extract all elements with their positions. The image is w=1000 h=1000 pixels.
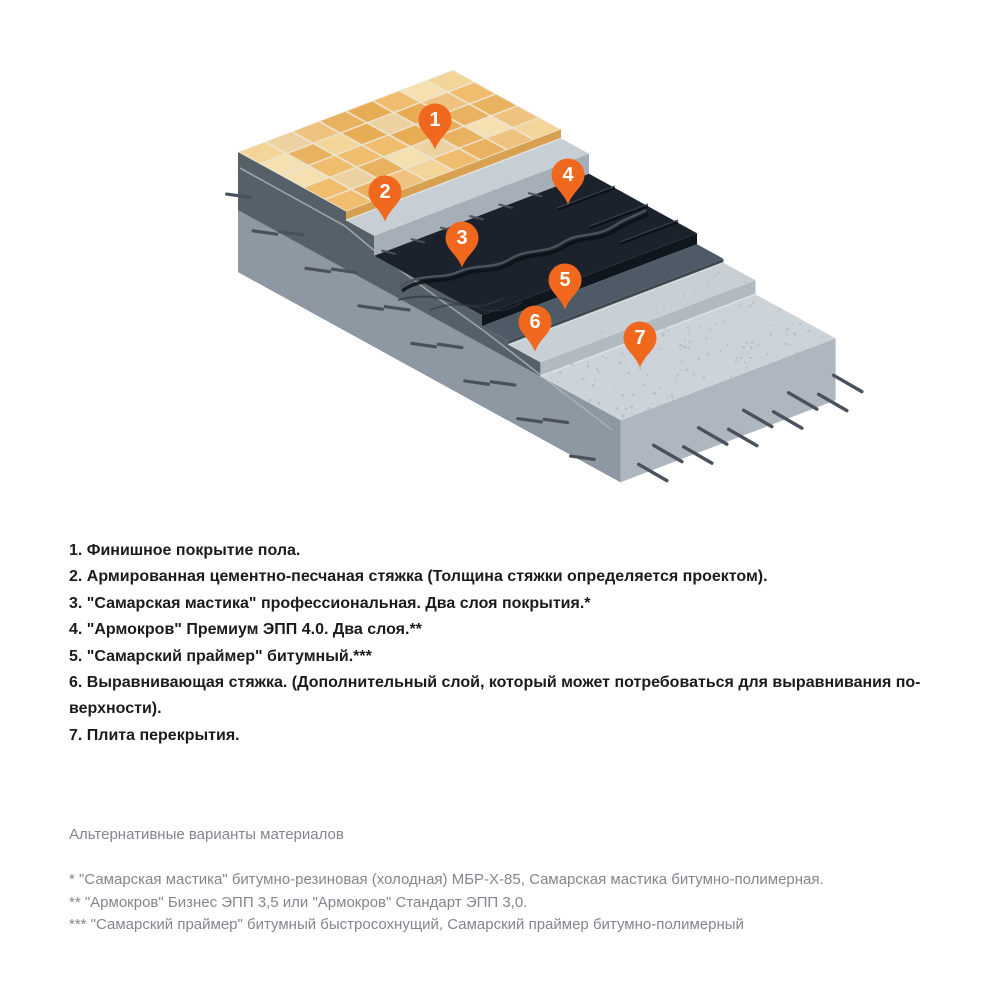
speckle [770, 325, 772, 327]
speckle [597, 402, 600, 405]
speckle [647, 397, 649, 399]
speckle [676, 374, 679, 377]
speckle [792, 323, 794, 325]
legend-line-5: 5. "Самарский праймер" битумный.*** [69, 647, 372, 665]
pin-3-mastic [444, 221, 480, 269]
speckle [625, 372, 626, 373]
speckle [594, 379, 596, 381]
speckle [551, 376, 553, 378]
legend-line-7: 7. Плита перекрытия. [69, 726, 240, 744]
legend-line-1: 1. Финишное покрытие пола. [69, 542, 301, 559]
speckle [614, 386, 615, 387]
speckle [664, 328, 666, 330]
speckle [741, 351, 743, 353]
speckle [672, 397, 674, 399]
speckle [742, 346, 745, 349]
speckle [607, 357, 609, 359]
speckle [631, 412, 633, 414]
speckle [685, 368, 688, 371]
speckle [612, 318, 613, 319]
speckle [697, 358, 700, 361]
speckle [779, 308, 782, 311]
speckle [749, 357, 751, 359]
speckle [795, 335, 797, 337]
speckle [793, 332, 796, 335]
speckle [670, 389, 671, 390]
speckle [616, 317, 617, 318]
footnotes-title: Альтернативные варианты материалов [69, 826, 344, 843]
speckle [584, 395, 586, 397]
speckle [600, 312, 602, 314]
speckle [671, 394, 674, 397]
speckle [800, 335, 802, 337]
speckle [705, 337, 707, 339]
speckle [700, 324, 702, 326]
pin-2-number: 2 [379, 181, 391, 203]
speckle [739, 304, 741, 306]
speckle [757, 344, 760, 347]
speckle [735, 361, 738, 364]
pin-7-slab [622, 321, 658, 369]
speckle [652, 393, 654, 395]
speckle [682, 346, 684, 348]
pin-4-number: 4 [562, 164, 574, 186]
speckle [662, 333, 665, 336]
speckle [771, 319, 773, 321]
speckle [559, 371, 562, 374]
speckle [738, 361, 740, 363]
speckle [786, 334, 788, 336]
speckle [788, 344, 790, 346]
speckle [709, 328, 711, 330]
speckle [598, 371, 600, 373]
speckle [727, 343, 729, 345]
legend-line-2: 2. Армированная цементно-песчаная стяжка (Толщина стяжки определяется проектом). [69, 568, 768, 586]
speckle [707, 283, 709, 285]
pin-6-number: 6 [529, 311, 541, 333]
pin-1-number: 1 [429, 109, 441, 131]
speckle [652, 403, 653, 404]
speckle [688, 341, 691, 344]
speckle [718, 272, 721, 275]
speckle [628, 372, 631, 375]
speckle [613, 310, 614, 311]
speckle [693, 373, 696, 376]
pin-7-number: 7 [634, 327, 646, 349]
speckle [684, 346, 687, 349]
speckle [722, 320, 724, 322]
speckle [613, 400, 615, 402]
speckle [744, 362, 746, 364]
speckle [576, 319, 578, 321]
speckle [688, 347, 690, 349]
speckle [663, 305, 665, 307]
speckle [601, 337, 603, 339]
speckle [679, 344, 682, 347]
speckle [680, 360, 682, 362]
speckle [749, 304, 752, 307]
speckle [587, 365, 590, 368]
speckle [715, 323, 717, 325]
speckle [707, 281, 709, 283]
speckle [614, 392, 616, 394]
speckle [747, 352, 749, 354]
speckle [601, 331, 604, 334]
speckle [550, 372, 551, 373]
pin-5-primer [547, 263, 583, 311]
speckle [659, 387, 661, 389]
speckle [625, 408, 628, 411]
legend-line-6-cont: верхности). [69, 700, 162, 718]
speckle [730, 375, 733, 378]
speckle [616, 407, 619, 410]
speckle [799, 324, 800, 325]
speckle [647, 407, 650, 410]
speckle [821, 335, 823, 337]
speckle [719, 350, 722, 353]
speckle [563, 338, 564, 339]
speckle [746, 342, 748, 344]
speckle [766, 353, 769, 356]
speckle [596, 368, 599, 371]
speckle [723, 286, 724, 287]
pin-2-screed [367, 175, 403, 223]
speckle [658, 312, 660, 314]
speckle [751, 341, 754, 344]
pin-4-roll-material [550, 158, 586, 206]
speckle [587, 361, 589, 363]
speckle [589, 399, 592, 402]
speckle [684, 340, 686, 342]
speckle [714, 274, 717, 277]
pin-5-number: 5 [559, 269, 571, 291]
speckle [642, 383, 645, 386]
speckle [745, 366, 748, 369]
speckle [784, 343, 787, 346]
speckle [807, 330, 810, 333]
speckle [632, 393, 635, 396]
speckle [667, 330, 669, 332]
speckle [602, 356, 604, 358]
footnote-2: ** "Армокров" Бизнес ЭПП 3,5 или "Армокров" Стандарт ЭПП 3,0. [69, 893, 528, 911]
footnote-1: * "Самарская мастика" битумно-резиновая (холодная) МБР-Х-85, Самарская мастика битумно-полимерная. [69, 871, 824, 888]
speckle [571, 363, 574, 366]
speckle [693, 293, 695, 295]
speckle [740, 356, 743, 359]
pin-1-finish-floor [417, 103, 453, 151]
legend-line-3: 3. "Самарская мастика" профессиональная. Два слоя покрытия.* [69, 594, 591, 612]
speckle [605, 357, 607, 359]
speckle [651, 375, 653, 377]
speckle [750, 346, 753, 349]
speckle [687, 327, 690, 330]
speckle [589, 321, 590, 322]
speckle [621, 414, 624, 417]
speckle [743, 319, 744, 320]
speckle [752, 301, 754, 303]
pin-6-leveling-screed [517, 305, 553, 353]
speckle [689, 333, 691, 335]
speckle [647, 374, 649, 376]
speckle [796, 351, 798, 353]
legend-line-6: 6. Выравнивающая стяжка. (Дополнительный слой, который может потребоваться для выравнивания по- [69, 673, 921, 691]
speckle [707, 276, 709, 278]
speckle [786, 328, 789, 331]
speckle [605, 368, 607, 370]
speckle [685, 305, 687, 307]
speckle [722, 272, 724, 274]
speckle [706, 365, 708, 367]
speckle [680, 369, 681, 370]
speckle [770, 333, 773, 336]
speckle [658, 348, 660, 350]
layers-legend [69, 538, 959, 749]
speckle [624, 375, 625, 376]
rebar-bar [831, 373, 864, 394]
speckle [666, 397, 668, 399]
pin-3-number: 3 [456, 227, 468, 249]
speckle [582, 377, 585, 380]
speckle [688, 330, 690, 332]
speckle [557, 381, 559, 383]
speckle [743, 281, 745, 283]
speckle [683, 294, 686, 297]
speckle [630, 405, 633, 408]
speckle [590, 318, 592, 320]
speckle [599, 335, 600, 336]
speckle [702, 376, 705, 379]
speckle [724, 323, 726, 325]
speckle [719, 310, 720, 311]
speckle [680, 348, 682, 350]
speckle [736, 357, 738, 359]
speckle [592, 384, 595, 387]
speckle [707, 352, 710, 355]
speckle [674, 379, 676, 381]
speckle [700, 327, 702, 329]
speckle [621, 394, 624, 397]
footnotes [69, 869, 824, 937]
legend-line-4: 4. "Армокров" Премиум ЭПП 4.0. Два слоя.** [69, 621, 422, 639]
footnote-3: *** "Самарский праймер" битумный быстросохнущий, Самарский праймер битумно-полимерный [69, 916, 744, 933]
